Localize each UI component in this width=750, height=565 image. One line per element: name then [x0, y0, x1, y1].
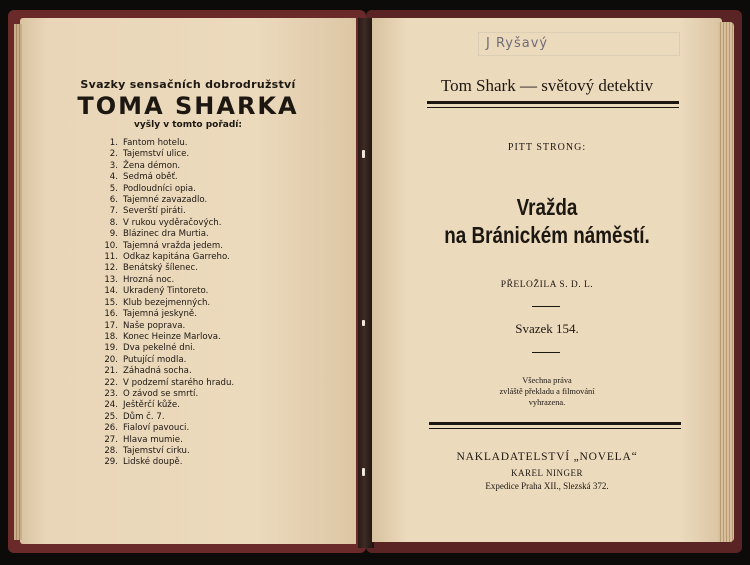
binding-thread — [362, 320, 365, 326]
book-number: 20. — [104, 354, 118, 365]
series-header: Tom Shark — světový detektiv — [440, 76, 654, 95]
book-list-item — [96, 378, 234, 389]
title-page — [372, 18, 722, 542]
book-number: 12. — [104, 263, 118, 274]
book-list-item — [96, 229, 234, 240]
book-title: Lidské doupě. — [123, 457, 183, 468]
book-list-item — [96, 298, 234, 309]
book-number: 26. — [104, 423, 118, 434]
book-title: Odkaz kapitána Garreho. — [123, 252, 230, 263]
book-list-item — [96, 457, 234, 468]
book-number: 10. — [104, 240, 118, 251]
book-list — [96, 138, 234, 469]
book-title: V rukou vyděračových. — [123, 217, 222, 228]
rights-notice — [372, 375, 722, 408]
book-number: 13. — [104, 274, 118, 285]
book-number: 19. — [104, 343, 118, 354]
book-list-item — [96, 423, 234, 434]
rights-line: zvláště překladu a filmování — [499, 387, 595, 396]
book-number: 28. — [104, 445, 118, 456]
book-list-item — [96, 286, 234, 297]
book-title: Dům č. 7. — [123, 411, 165, 422]
book-title: Dva pekelné dni. — [123, 343, 196, 354]
book-number: 17. — [104, 320, 118, 331]
book-title: Ještěrčí kůže. — [123, 400, 180, 411]
book-number: 29. — [104, 457, 118, 468]
book-number: 27. — [104, 434, 118, 445]
book-list-item — [96, 161, 234, 172]
book-number: 8. — [109, 217, 118, 228]
book-number: 25. — [104, 411, 118, 422]
book-title: Sedmá oběť. — [123, 172, 178, 183]
publisher-address: Expedice Praha XII., Slezská 372. — [485, 481, 609, 491]
book-title: V podzemí starého hradu. — [123, 377, 235, 388]
book-title: Blázinec dra Murtia. — [123, 229, 209, 240]
book-number: 24. — [104, 400, 118, 411]
book-title: Severští piráti. — [123, 206, 186, 217]
book-number: 7. — [109, 206, 118, 217]
owner-stamp: J Ryšavý — [486, 36, 549, 51]
book-number: 15. — [104, 297, 118, 308]
book-list-item — [96, 446, 234, 457]
rights-line: vyhrazena. — [528, 398, 566, 407]
book-list-item — [96, 218, 234, 229]
book-list-item — [96, 275, 234, 286]
book-list-item — [96, 172, 234, 183]
book-list-item — [96, 149, 234, 160]
book-list-item — [96, 206, 234, 217]
book-number: 14. — [104, 286, 118, 297]
book-title: Klub bezejmenných. — [123, 297, 211, 308]
book-list-item — [96, 263, 234, 274]
binding-thread — [362, 150, 365, 158]
book-list-item — [96, 184, 234, 195]
series-subheading: vyšly v tomto pořadí: — [134, 120, 242, 130]
publisher-rule-thick — [429, 422, 681, 425]
book-number: 18. — [104, 331, 118, 342]
book-title: Naše poprava. — [123, 320, 186, 331]
author-name: PITT STRONG: — [507, 142, 587, 153]
book-title: Tajemné zavazadlo. — [123, 195, 208, 206]
book-title: Fantom hotelu. — [123, 138, 188, 148]
book-title: Hrozná noc. — [123, 274, 175, 285]
book-list-item — [96, 412, 234, 423]
book-number: 21. — [104, 366, 118, 377]
book-title: Tajemná jeskyně. — [123, 309, 197, 320]
book-title: O závod se smrtí. — [123, 388, 199, 399]
book-number: 6. — [109, 195, 118, 206]
book-list-item — [96, 195, 234, 206]
book-title-line2: na Bránickém náměstí. — [444, 222, 650, 248]
book-title: Putující modla. — [123, 354, 187, 365]
book-number: 5. — [109, 183, 118, 194]
binding-thread — [362, 468, 365, 476]
book-list-item — [96, 138, 234, 149]
book-number: 23. — [104, 388, 118, 399]
book-title: Fialoví pavouci. — [123, 423, 190, 434]
volume-number: Svazek 154. — [515, 321, 579, 336]
publisher-owner: KAREL NINGER — [511, 468, 583, 478]
book-list-item — [96, 366, 234, 377]
separator-rule — [532, 306, 560, 307]
left-page-edges — [14, 24, 22, 540]
book-list-item — [96, 389, 234, 400]
book-number: 11. — [104, 252, 118, 263]
book-title: Žena démon. — [123, 160, 181, 171]
book-title: Ukradený Tintoreto. — [123, 286, 209, 297]
header-rule-thin — [427, 107, 679, 108]
translator-credit: PŘELOŽILA S. D. L. — [500, 280, 594, 290]
book-title: Tajemství ulice. — [123, 149, 190, 160]
series-title: TOMA SHARKA — [77, 92, 299, 120]
book-number: 22. — [104, 377, 118, 388]
book-number: 3. — [109, 160, 118, 171]
left-page — [20, 18, 356, 544]
publisher-rule-thin — [429, 428, 681, 429]
book-title: Hlava mumie. — [123, 434, 183, 445]
book-title: Záhadná socha. — [123, 366, 192, 377]
right-page-edges — [718, 22, 734, 542]
separator-rule — [532, 352, 560, 353]
book-title: Konec Heinze Marlova. — [123, 331, 221, 342]
book-list-item — [96, 252, 234, 263]
book-title: Tajemná vražda jedem. — [123, 240, 223, 251]
book-number: 16. — [104, 309, 118, 320]
book-list-item — [96, 332, 234, 343]
book-list-item — [96, 343, 234, 354]
book-title: Benátský šílenec. — [123, 263, 198, 274]
header-rule-thick — [427, 101, 679, 104]
book-title: Tajemství cirku. — [123, 445, 190, 456]
book-number: 1. — [109, 138, 118, 148]
book-number: 4. — [109, 172, 118, 183]
book-list-item — [96, 309, 234, 320]
book-title: Podloudníci opia. — [123, 183, 196, 194]
book-list-item — [96, 435, 234, 446]
publisher-name: NAKLADATELSTVÍ „NOVELA“ — [456, 451, 638, 463]
book-list-item — [96, 355, 234, 366]
book-list-item — [96, 241, 234, 252]
rights-line: Všechna práva — [522, 376, 572, 385]
book-list-item — [96, 400, 234, 411]
book-title-line1: Vražda — [516, 194, 578, 220]
book-number: 9. — [109, 229, 118, 240]
book-number: 2. — [109, 149, 118, 160]
book-list-item — [96, 321, 234, 332]
series-heading: Svazky sensačních dobrodružství — [80, 78, 296, 91]
